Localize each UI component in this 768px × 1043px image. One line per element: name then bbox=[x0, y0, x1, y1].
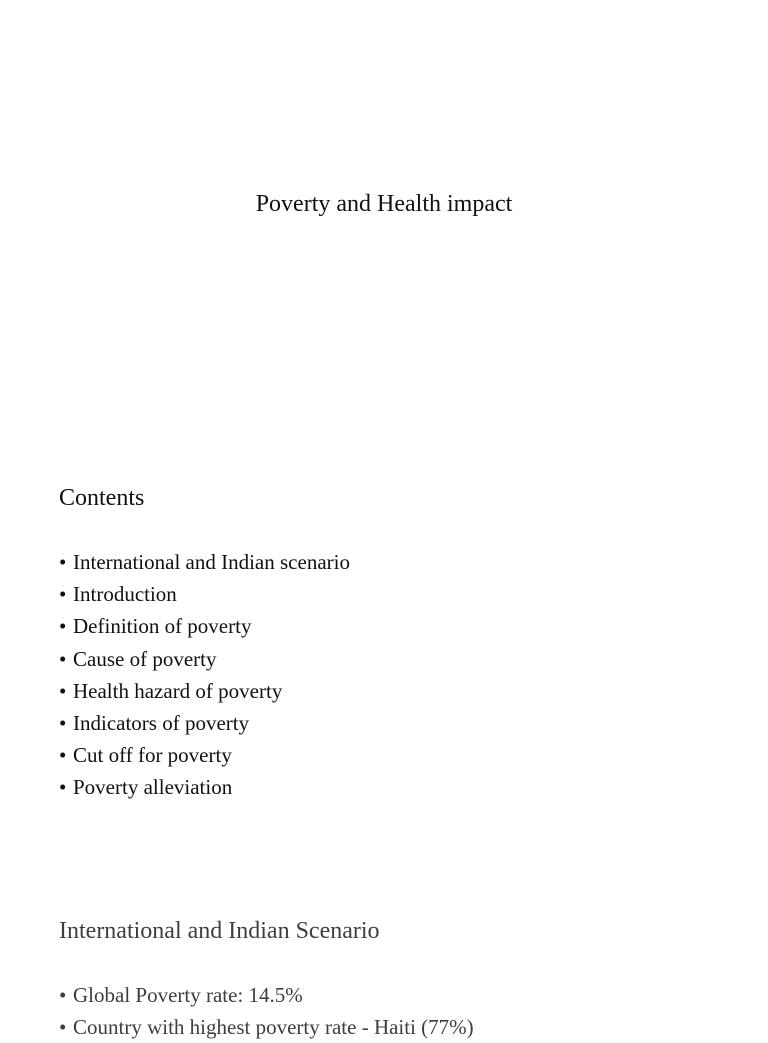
list-item bbox=[59, 610, 350, 642]
list-item-text: Indicators of poverty bbox=[73, 711, 250, 736]
bullet-icon: • bbox=[59, 646, 67, 671]
list-item bbox=[59, 675, 350, 707]
list-item bbox=[59, 979, 474, 1011]
bullet-icon: • bbox=[59, 1015, 67, 1040]
list-item-text: International and Indian scenario bbox=[73, 550, 350, 574]
bullet-icon: • bbox=[59, 743, 67, 768]
bullet-icon: • bbox=[59, 775, 67, 800]
list-item bbox=[59, 739, 350, 771]
list-item bbox=[59, 707, 350, 739]
list-item bbox=[59, 578, 350, 610]
list-item-text: Definition of poverty bbox=[73, 614, 252, 639]
bullet-icon: • bbox=[59, 614, 67, 639]
list-item-text: Global Poverty rate: 14.5% bbox=[73, 983, 303, 1007]
scenario-heading: International and Indian Scenario bbox=[59, 918, 380, 944]
bullet-icon: • bbox=[59, 678, 67, 703]
bullet-icon: • bbox=[59, 711, 67, 736]
list-item bbox=[59, 771, 350, 803]
bullet-icon: • bbox=[59, 582, 67, 607]
bullet-icon: • bbox=[59, 983, 67, 1007]
list-item-text: Cause of poverty bbox=[73, 646, 217, 671]
list-item bbox=[59, 1011, 474, 1043]
list-item bbox=[59, 546, 350, 578]
list-item bbox=[59, 643, 350, 675]
list-item-text: Introduction bbox=[73, 582, 177, 607]
contents-heading: Contents bbox=[59, 485, 145, 511]
scenario-list bbox=[59, 979, 474, 1043]
bullet-icon: • bbox=[59, 550, 67, 574]
slide-title: Poverty and Health impact bbox=[255, 191, 513, 217]
contents-list bbox=[59, 546, 350, 804]
list-item-text: Health hazard of poverty bbox=[73, 678, 283, 703]
list-item-text: Cut off for poverty bbox=[73, 743, 232, 768]
list-item-text: Poverty alleviation bbox=[73, 775, 233, 800]
list-item-text: Country with highest poverty rate - Haiti (77%) bbox=[73, 1015, 474, 1040]
